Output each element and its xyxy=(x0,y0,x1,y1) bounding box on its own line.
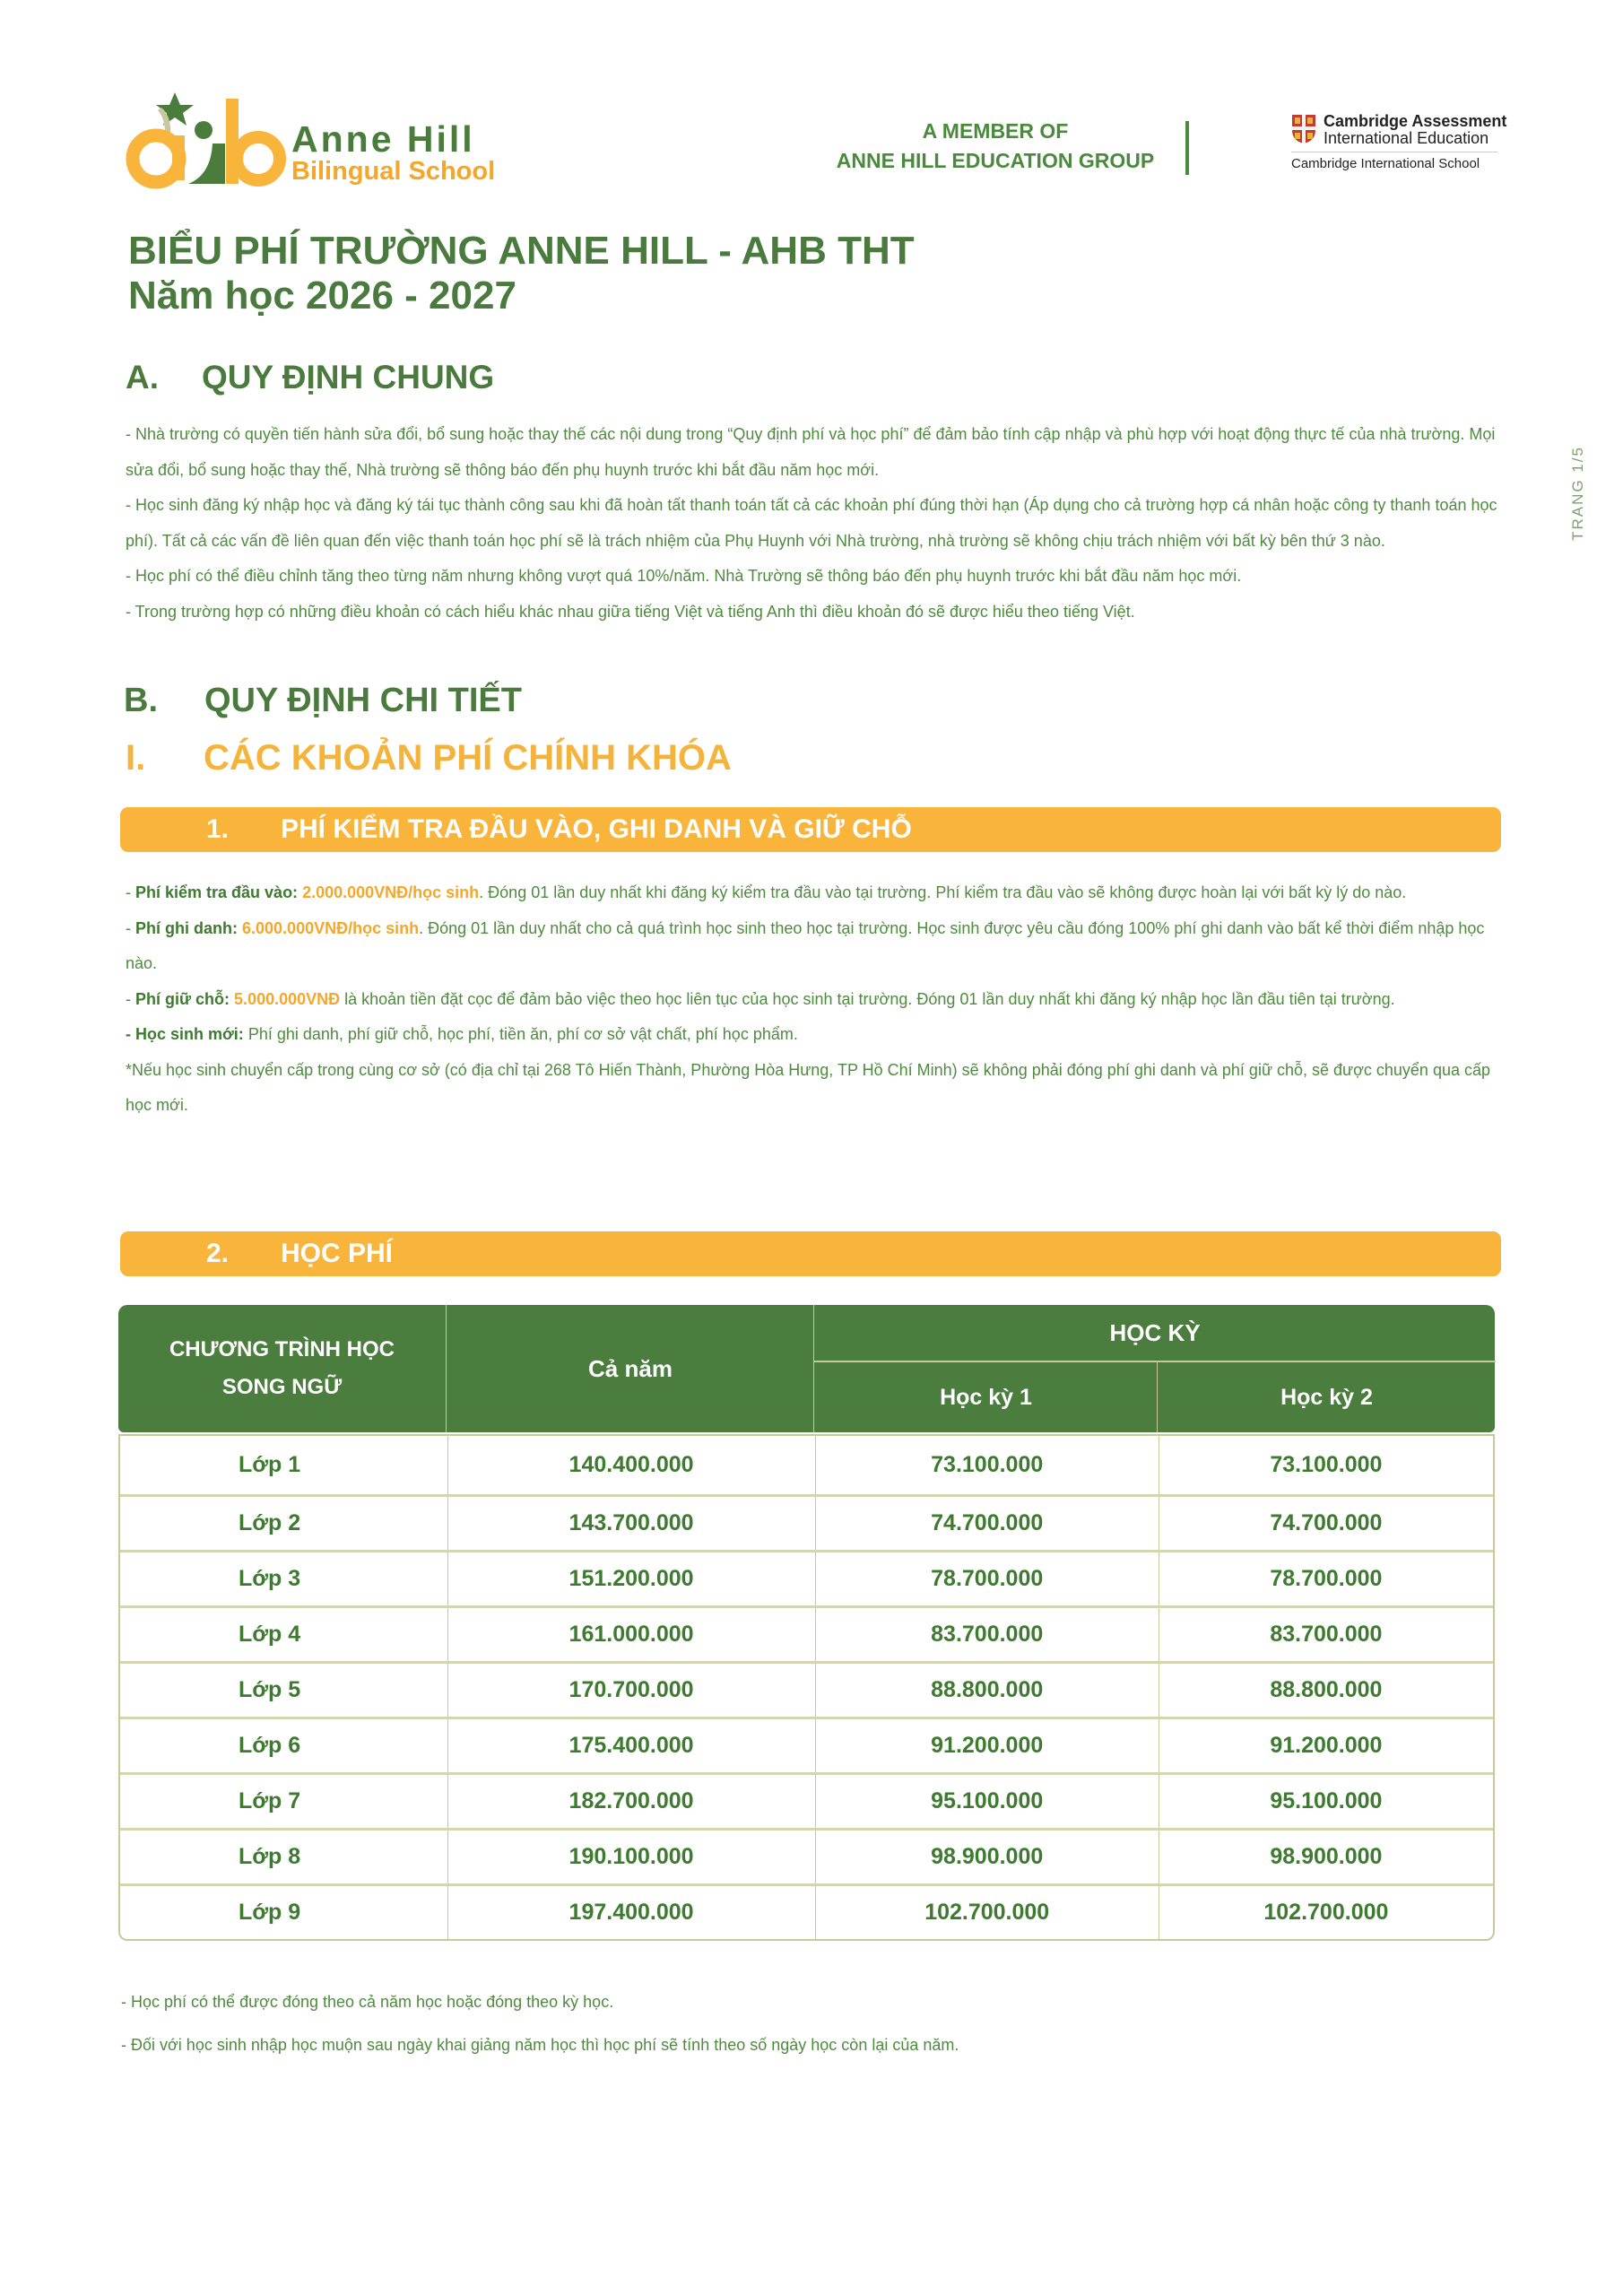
title-line1: BIỂU PHÍ TRƯỜNG ANNE HILL - AHB THT xyxy=(128,229,915,273)
fee-amount: 2.000.000VNĐ/học sinh xyxy=(302,883,480,901)
fee-item-entrance-test: - Phí kiểm tra đầu vào: 2.000.000VNĐ/học sinh. Đóng 01 lần duy nhất khi đăng ký kiểm tra đầu vào tại trường. Phí kiểm tra đầu vào sẽ không được hoàn lại với bất kỳ lý do nào. xyxy=(126,883,1407,901)
fee-amount: 6.000.000VNĐ/học sinh xyxy=(242,918,420,937)
grade-cell: Lớp 1 xyxy=(239,1452,301,1477)
fee-description: . Đóng 01 lần duy nhất khi đăng ký kiểm tra đầu vào tại trường. Phí kiểm tra đầu vào sẽ không được hoàn lại với bất kỳ lý do nào. xyxy=(479,883,1407,901)
section-b-heading xyxy=(124,682,522,720)
full-year-cell: 151.200.000 xyxy=(447,1552,815,1605)
semester-2-cell: 78.700.000 xyxy=(1159,1552,1493,1605)
semester-1-cell: 91.200.000 xyxy=(815,1719,1159,1772)
full-year-cell: 140.400.000 xyxy=(447,1436,815,1494)
semester-2-cell: 83.700.000 xyxy=(1159,1608,1493,1661)
general-rule: - Học sinh đăng ký nhập học và đăng ký tái tục thành công sau khi đã hoàn tất thanh toán tất cả các khoản phí đúng thời hạn (Áp dụng cho cả trường hợp cá nhân hoặc công ty thanh toán học phí). Tất cả các vấn đề liên quan đến việc thanh toán học phí sẽ là trách nhiệm của Phụ Huynh với Nhà trường, nhà trường sẽ không chịu trách nhiệm với bất kỳ bên thứ 3 nào. xyxy=(126,496,1497,550)
section-a-heading xyxy=(126,359,494,396)
section-i-number: I. xyxy=(126,738,146,778)
full-year-cell: 143.700.000 xyxy=(447,1497,815,1550)
semester-2-cell: 88.800.000 xyxy=(1159,1664,1493,1717)
member-line2: ANNE HILL EDUCATION GROUP xyxy=(836,149,1155,172)
tuition-section-title: HỌC PHÍ xyxy=(281,1239,394,1268)
full-year-cell: 175.400.000 xyxy=(447,1719,815,1772)
fee-label: Phí giữ chỗ: xyxy=(135,989,230,1008)
table-header xyxy=(118,1305,1495,1432)
fee-details xyxy=(126,875,1506,1124)
fee-description: là khoản tiền đặt cọc để đảm bảo việc theo học liên tục của học sinh tại trường. Đóng 01 lần duy nhất khi đăng ký nhập học lần đầu tiên tại trường. xyxy=(340,989,1395,1008)
fee-label: Phí kiểm tra đầu vào: xyxy=(135,883,299,901)
fee-item-registration: - Phí ghi danh: 6.000.000VNĐ/học sinh. Đóng 01 lần duy nhất cho cả quá trình học sinh theo học tại trường. Học sinh được yêu cầu đóng 100% phí ghi danh vào bất kể thời điểm nhập học nào. xyxy=(126,918,1485,972)
semester-1-cell: 95.100.000 xyxy=(815,1775,1159,1828)
semester-1-cell: 78.700.000 xyxy=(815,1552,1159,1605)
fees-section-title: PHÍ KIỂM TRA ĐẦU VÀO, GHI DANH VÀ GIỮ CHỖ xyxy=(281,814,912,844)
table-row xyxy=(120,1717,1493,1772)
title-line2: Năm học 2026 - 2027 xyxy=(128,274,516,317)
member-of-group xyxy=(807,117,1184,176)
column-header-semester-group: HỌC KỲ xyxy=(813,1305,1496,1362)
fee-item-reservation: - Phí giữ chỗ: 5.000.000VNĐ là khoản tiền đặt cọc để đảm bảo việc theo học liên tục của học sinh tại trường. Đóng 01 lần duy nhất khi đăng ký nhập học lần đầu tiên tại trường. xyxy=(126,989,1395,1008)
semester-1-cell: 74.700.000 xyxy=(815,1497,1159,1550)
tuition-section-number: 2. xyxy=(206,1239,230,1268)
fee-transfer-note: *Nếu học sinh chuyển cấp trong cùng cơ sở (có địa chỉ tại 268 Tô Hiến Thành, Phường Hòa Hưng, TP Hồ Chí Minh) sẽ không phải đóng phí ghi danh và phí giữ chỗ, sẽ được chuyển qua cấp học mới. xyxy=(126,1060,1490,1114)
column-header-program: CHƯƠNG TRÌNH HỌC SONG NGỮ xyxy=(169,1337,395,1399)
section-b-title: QUY ĐỊNH CHI TIẾT xyxy=(204,682,522,719)
fee-label: - Học sinh mới: xyxy=(126,1025,244,1043)
column-header-full-year: Cả năm xyxy=(446,1305,814,1432)
grade-cell: Lớp 3 xyxy=(239,1566,301,1591)
grade-cell: Lớp 7 xyxy=(239,1788,301,1813)
tuition-notes xyxy=(121,1980,1376,2066)
full-year-cell: 197.400.000 xyxy=(447,1886,815,1939)
table-row xyxy=(120,1883,1493,1939)
semester-2-cell: 91.200.000 xyxy=(1159,1719,1493,1772)
cambridge-line1: Cambridge Assessment xyxy=(1324,112,1507,130)
page-title xyxy=(128,229,915,318)
fee-label: Phí ghi danh: xyxy=(135,918,238,937)
header-divider xyxy=(1185,121,1189,175)
fee-amount: 5.000.000VNĐ xyxy=(234,989,341,1008)
logo-name-line1: Anne Hill xyxy=(291,118,475,160)
tuition-note: - Đối với học sinh nhập học muộn sau ngày khai giảng năm học thì học phí sẽ tính theo số ngày học còn lại của năm. xyxy=(121,2036,959,2054)
table-row xyxy=(120,1772,1493,1828)
semester-2-cell: 95.100.000 xyxy=(1159,1775,1493,1828)
grade-cell: Lớp 4 xyxy=(239,1622,301,1647)
semester-1-cell: 83.700.000 xyxy=(815,1608,1159,1661)
semester-2-cell: 102.700.000 xyxy=(1159,1886,1493,1939)
ahb-logo-icon xyxy=(126,85,287,193)
fee-description: . Đóng 01 lần duy nhất cho cả quá trình học sinh theo học tại trường. Học sinh được yêu cầu đóng 100% phí ghi danh vào bất kể thời điểm nhập học nào. xyxy=(126,918,1485,972)
full-year-cell: 182.700.000 xyxy=(447,1775,815,1828)
logo-name-line2: Bilingual School xyxy=(291,157,496,186)
fee-description: Phí ghi danh, phí giữ chỗ, học phí, tiền ăn, phí cơ sở vật chất, phí học phẩm. xyxy=(243,1025,798,1043)
table-row xyxy=(120,1550,1493,1605)
cambridge-line3: Cambridge International School xyxy=(1291,156,1480,171)
tuition-section-banner xyxy=(120,1231,1501,1276)
full-year-cell: 170.700.000 xyxy=(447,1664,815,1717)
school-logo xyxy=(126,85,502,193)
semester-2-cell: 74.700.000 xyxy=(1159,1497,1493,1550)
tuition-table xyxy=(118,1305,1495,1941)
table-row xyxy=(120,1828,1493,1883)
grade-cell: Lớp 8 xyxy=(239,1844,301,1869)
semester-1-cell: 102.700.000 xyxy=(815,1886,1159,1939)
grade-cell: Lớp 2 xyxy=(239,1510,301,1535)
semester-2-cell: 73.100.000 xyxy=(1159,1436,1493,1494)
section-a-number: A. xyxy=(126,359,159,396)
fees-section-number: 1. xyxy=(206,814,230,844)
cambridge-shield-icon xyxy=(1291,114,1316,144)
semester-1-cell: 88.800.000 xyxy=(815,1664,1159,1717)
column-header-semester-2: Học kỳ 2 xyxy=(1157,1362,1496,1432)
semester-1-cell: 73.100.000 xyxy=(815,1436,1159,1494)
semester-1-cell: 98.900.000 xyxy=(815,1831,1159,1883)
column-header-semester-1: Học kỳ 1 xyxy=(813,1362,1158,1432)
grade-cell: Lớp 9 xyxy=(239,1900,301,1925)
grade-cell: Lớp 6 xyxy=(239,1733,301,1758)
general-rule: - Trong trường hợp có những điều khoản có cách hiểu khác nhau giữa tiếng Việt và tiếng Anh thì điều khoản đó sẽ được hiểu theo tiếng Việt. xyxy=(126,602,1135,621)
section-i-heading xyxy=(126,738,732,778)
fees-section-banner xyxy=(120,807,1501,852)
general-rules xyxy=(126,417,1506,630)
fee-item-new-student xyxy=(126,1017,1506,1053)
full-year-cell: 161.000.000 xyxy=(447,1608,815,1661)
section-b-number: B. xyxy=(124,682,158,719)
general-rule: - Học phí có thể điều chỉnh tăng theo từng năm nhưng không vượt quá 10%/năm. Nhà Trường sẽ thông báo đến phụ huynh trước khi bắt đầu năm học mới. xyxy=(126,567,1242,585)
general-rule: - Nhà trường có quyền tiến hành sửa đổi, bổ sung hoặc thay thế các nội dung trong “Quy định phí và học phí” để đảm bảo tính cập nhập và phù hợp với hoạt động thực tế của nhà trường. Mọi sửa đổi, bổ sung hoặc thay thế, Nhà trường sẽ thông báo đến phụ huynh trước khi bắt đầu năm học mới. xyxy=(126,425,1496,479)
tuition-note: - Học phí có thể được đóng theo cả năm học hoặc đóng theo kỳ học. xyxy=(121,1993,614,2011)
table-row xyxy=(120,1661,1493,1717)
section-i-title: CÁC KHOẢN PHÍ CHÍNH KHÓA xyxy=(204,738,732,778)
full-year-cell: 190.100.000 xyxy=(447,1831,815,1883)
table-row xyxy=(120,1434,1493,1494)
grade-cell: Lớp 5 xyxy=(239,1677,301,1702)
table-row xyxy=(120,1494,1493,1550)
member-line1: A MEMBER OF xyxy=(922,119,1069,143)
semester-2-cell: 98.900.000 xyxy=(1159,1831,1493,1883)
cambridge-line2: International Education xyxy=(1324,129,1489,147)
section-a-title: QUY ĐỊNH CHUNG xyxy=(202,359,495,396)
table-body xyxy=(118,1434,1495,1941)
page-indicator: TRANG 1/5 xyxy=(1569,446,1586,541)
table-row xyxy=(120,1605,1493,1661)
